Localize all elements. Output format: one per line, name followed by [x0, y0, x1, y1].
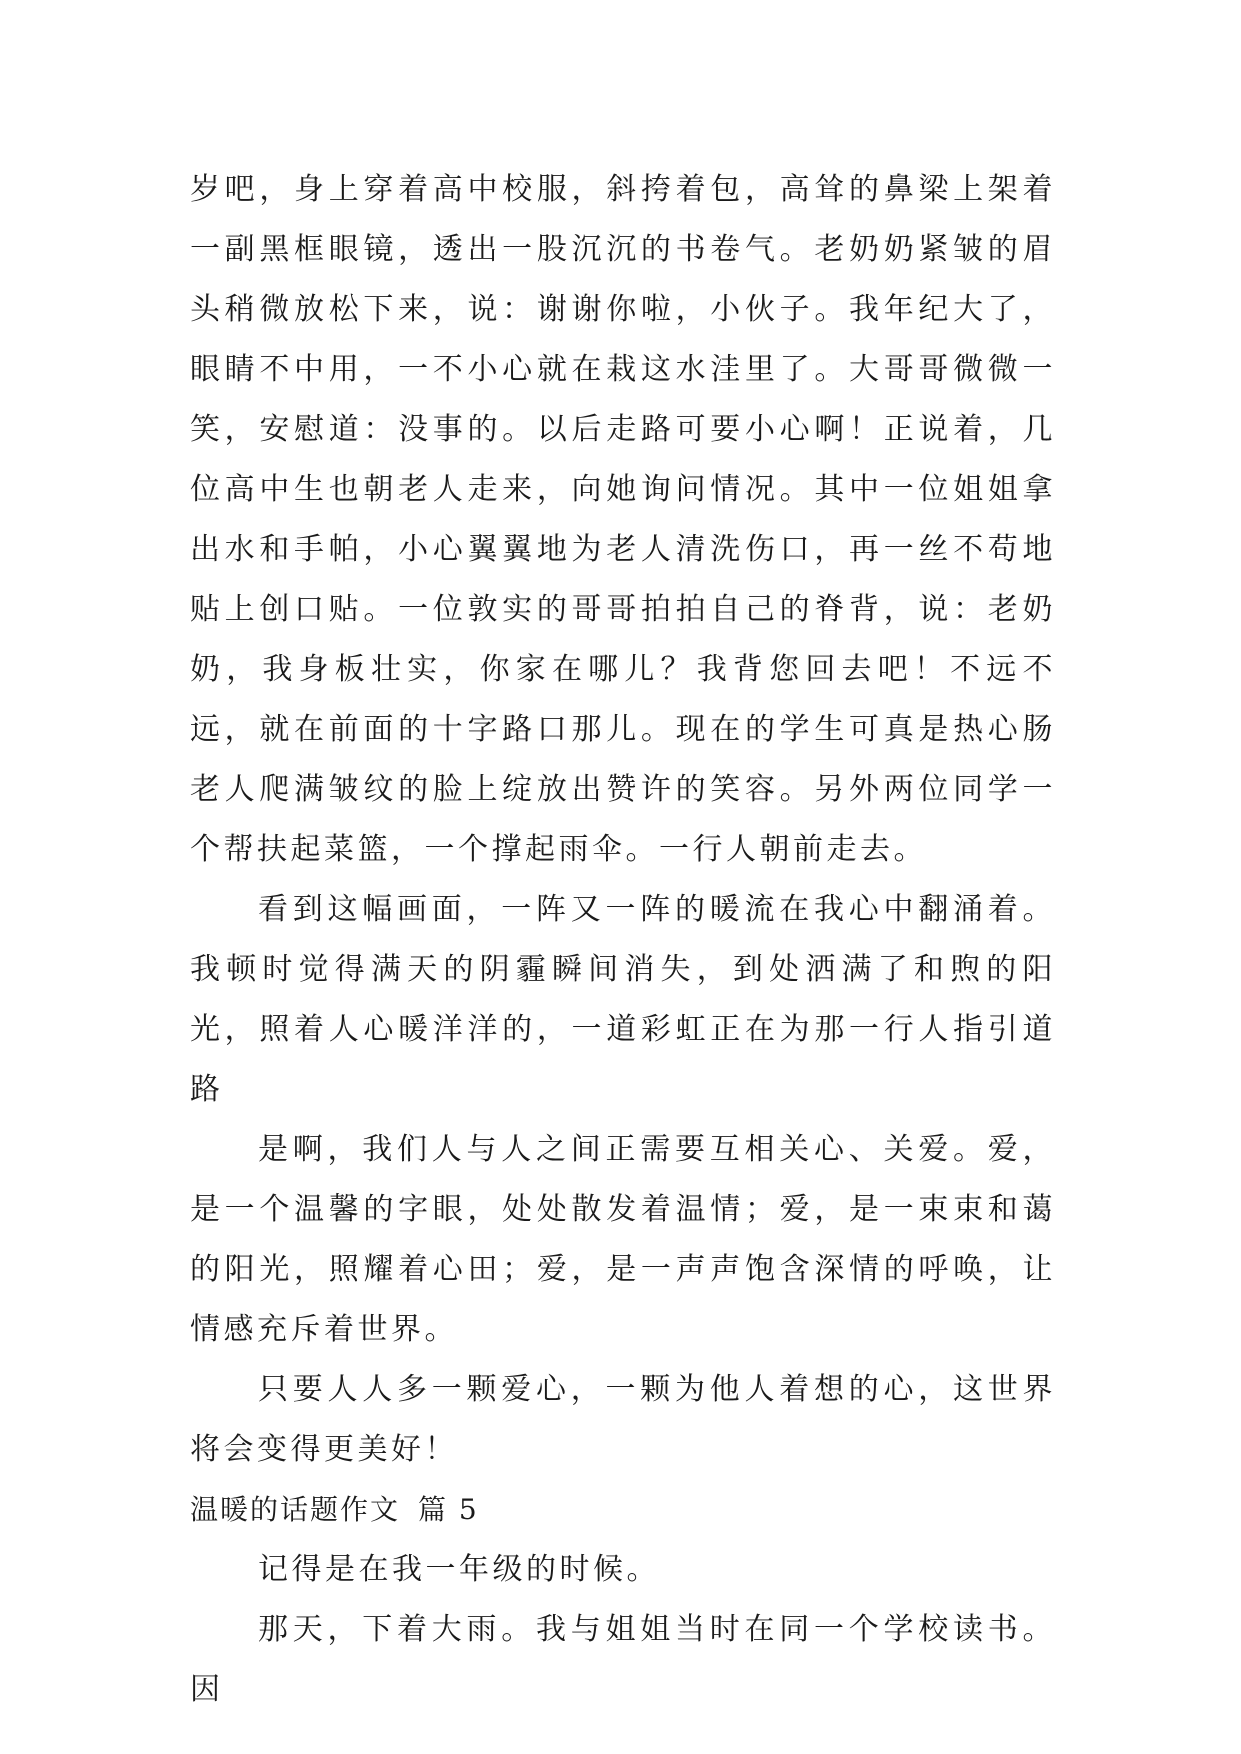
section-heading-label: 篇 5	[418, 1493, 479, 1526]
document-page	[190, 160, 1056, 1720]
paragraph-3: 是啊，我们人与人之间正需要互相关心、关爱。爱，是一个温馨的字眼，处处散发着温情；爱，是一束束和蔼的阳光，照耀着心田；爱，是一声声饱含深情的呼唤，让情感充斥着世界。	[190, 1132, 1056, 1347]
paragraph-1: 岁吧，身上穿着高中校服，斜挎着包，高耸的鼻梁上架着一副黑框眼镜，透出一股沉沉的书卷气。老奶奶紧皱的眉头稍微放松下来，说：谢谢你啦，小伙子。我年纪大了，眼睛不中用，一不小心就在栽这水洼里了。大哥哥微微一笑，安慰道：没事的。以后走路可要小心啊！正说着，几位高中生也朝老人走来，向她询问情况。其中一位姐姐拿出水和手帕，小心翼翼地为老人清洗伤口，再一丝不苟地贴上创口贴。一位敦实的哥哥拍拍自己的脊背，说：老奶奶，我身板壮实，你家在哪儿？我背您回去吧！不远不远，就在前面的十字路口那儿。现在的学生可真是热心肠老人爬满皱纹的脸上绽放出赞许的笑容。另外两位同学一个帮扶起菜篮，一个撑起雨伞。一行人朝前走去。	[190, 172, 1056, 867]
section-heading	[190, 1480, 1056, 1540]
section-heading-title: 温暖的话题作文	[190, 1493, 401, 1526]
paragraph-2: 看到这幅画面，一阵又一阵的暖流在我心中翻涌着。我顿时觉得满天的阴霾瞬间消失，到处洒满了和煦的阳光，照着人心暖洋洋的，一道彩虹正在为那一行人指引道路	[190, 892, 1056, 1107]
paragraph-5: 记得是在我一年级的时候。	[258, 1552, 660, 1587]
paragraph-6: 那天，下着大雨。我与姐姐当时在同一个学校读书。因	[190, 1612, 1056, 1707]
paragraph-4: 只要人人多一颗爱心，一颗为他人着想的心，这世界将会变得更美好！	[190, 1372, 1056, 1467]
